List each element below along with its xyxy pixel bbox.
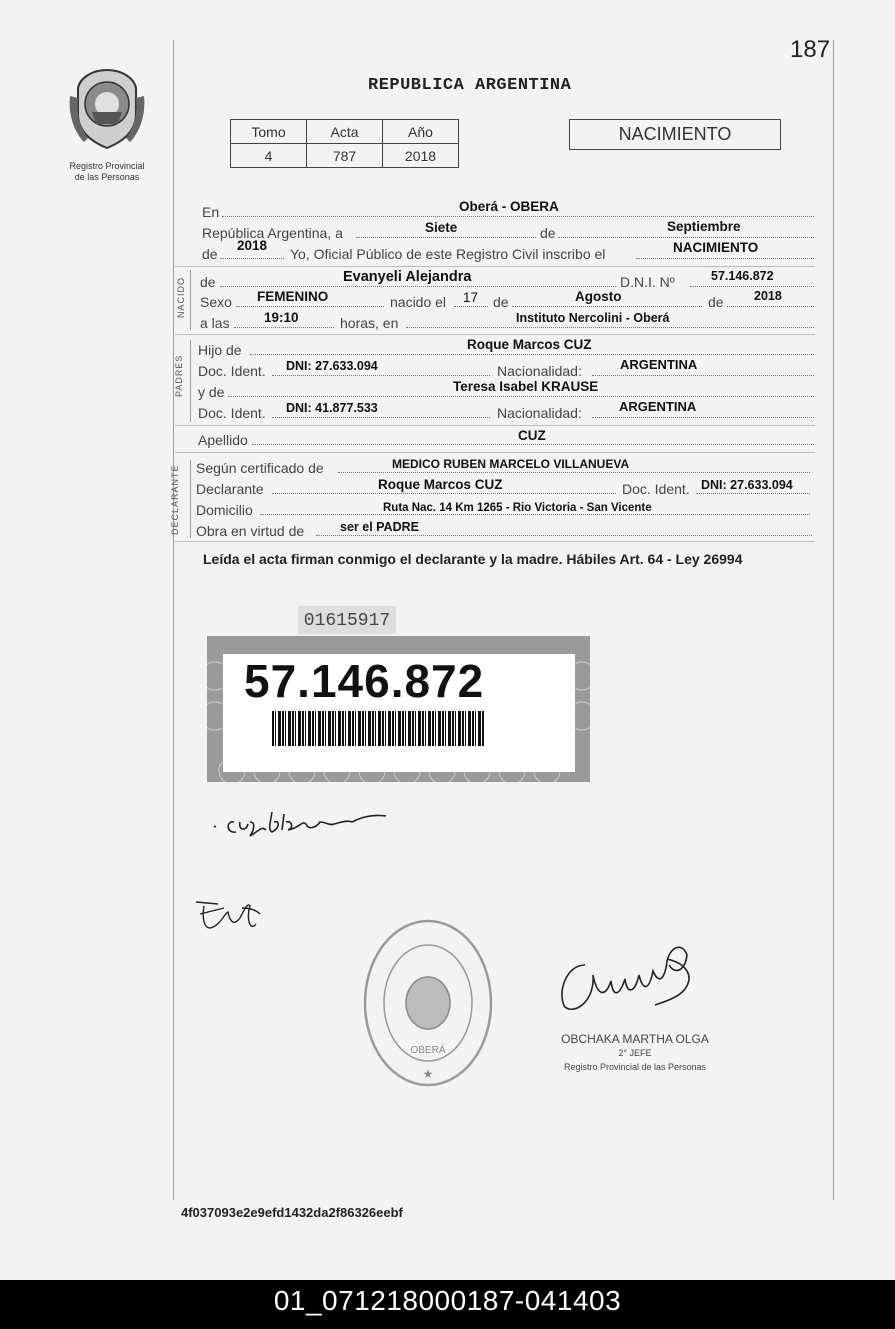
stamp-seal-icon (362, 918, 494, 1088)
official-stamp (362, 918, 494, 1088)
acta-value: 787 (307, 144, 383, 168)
side-label-declarante: DECLARANTE (170, 464, 180, 535)
dotted-line (272, 493, 616, 494)
acta-header: Acta (307, 120, 383, 144)
padre-nacionalidad-value: ARGENTINA (620, 357, 698, 372)
stamp-city: OBERÁ (410, 1045, 446, 1056)
obra-en-virtud-value: ser el PADRE (340, 520, 419, 534)
padre-value: Roque Marcos CUZ (467, 337, 592, 352)
section-divider (175, 266, 815, 267)
id-label-dni: 57.146.872 (244, 655, 485, 707)
section-divider (175, 425, 815, 426)
section-divider (175, 541, 815, 542)
label-domicilio: Domicilio (196, 502, 253, 518)
register-table (230, 119, 459, 168)
official-org: Registro Provincial de las Personas (563, 1062, 707, 1072)
dotted-line (220, 258, 284, 259)
padre-doc-value: DNI: 27.633.094 (286, 359, 378, 373)
logo-caption-line2: de las Personas (74, 172, 140, 182)
registry-logo (62, 68, 152, 183)
lugar-value: Oberá - OBERA (459, 199, 559, 214)
mes-value: Septiembre (667, 219, 741, 234)
label-de-nombre: de (200, 274, 216, 290)
tomo-value: 4 (231, 144, 307, 168)
label-horas-en: horas, en (340, 315, 399, 331)
label-de-anio-nac: de (708, 294, 724, 310)
dotted-line (316, 535, 812, 536)
label-nacionalidad-madre: Nacionalidad: (497, 405, 582, 421)
label-segun-certificado: Según certificado de (196, 460, 324, 476)
label-doc-ident-declarante: Doc. Ident. (622, 481, 690, 497)
dotted-line (272, 417, 490, 418)
legal-note: Leída el acta firman conmigo el declarante y la madre. Hábiles Art. 64 - Ley 26994 (203, 551, 743, 567)
declarante-value: Roque Marcos CUZ (378, 477, 503, 492)
label-hijo-de: Hijo de (198, 342, 242, 358)
dotted-line (234, 327, 334, 328)
serial-number: 01615917 (298, 606, 396, 634)
nacido-mes-value: Agosto (575, 289, 622, 304)
dotted-line (512, 306, 702, 307)
apellido-value: CUZ (518, 428, 546, 443)
dni-value: 57.146.872 (711, 269, 774, 283)
page-number: 187 (790, 36, 831, 63)
hora-value: 19:10 (264, 310, 299, 325)
declarant-signature-icon (210, 800, 400, 860)
dotted-line (727, 306, 814, 307)
declarante-doc-value: DNI: 27.633.094 (701, 478, 793, 492)
footer-code: 01_071218000187-041403 (0, 1280, 895, 1329)
document-title: REPUBLICA ARGENTINA (368, 76, 572, 95)
side-label-nacido: NACIDO (176, 276, 186, 318)
nacido-anio-value: 2018 (754, 289, 782, 303)
madre-doc-value: DNI: 41.877.533 (286, 401, 378, 415)
official-signature-icon (555, 935, 705, 1020)
label-dni: D.N.I. Nº (620, 274, 675, 290)
label-a-las: a las (200, 315, 230, 331)
madre-value: Teresa Isabel KRAUSE (453, 379, 599, 394)
section-bar (190, 340, 191, 422)
label-republica: República Argentina, a (202, 225, 343, 241)
section-bar (190, 460, 191, 538)
dotted-line (250, 354, 814, 355)
side-label-padres: PADRES (174, 354, 184, 397)
dotted-line (222, 216, 814, 217)
anio-value: 2018 (237, 238, 268, 253)
tipo-value: NACIMIENTO (673, 240, 759, 255)
register-header-row (231, 120, 459, 144)
label-obra-en-virtud: Obra en virtud de (196, 523, 305, 539)
official-name-block (540, 1032, 730, 1074)
left-margin-line (173, 40, 174, 1200)
anio-value: 2018 (383, 144, 459, 168)
label-de-mes: de (493, 294, 509, 310)
dotted-line (636, 258, 814, 259)
label-nacido-el: nacido el (390, 294, 447, 310)
dia-value: Siete (425, 220, 458, 235)
dotted-line (690, 286, 814, 287)
clerk-initials-signature-icon (190, 888, 270, 938)
dotted-line (236, 306, 384, 307)
dotted-line (252, 444, 814, 445)
dotted-line (406, 327, 814, 328)
certificado-value: MEDICO RUBEN MARCELO VILLANUEVA (392, 457, 630, 471)
label-y-de: y de (198, 384, 225, 400)
label-apellido: Apellido (198, 432, 248, 448)
label-declarante: Declarante (196, 481, 264, 497)
dotted-line (592, 417, 814, 418)
dotted-line (272, 375, 490, 376)
svg-text:★: ★ (422, 1067, 434, 1081)
anio-header: Año (383, 120, 459, 144)
barcode-icon (272, 711, 485, 746)
register-value-row (231, 144, 459, 168)
provincial-seal-icon (62, 68, 152, 152)
label-doc-ident-madre: Doc. Ident. (198, 405, 266, 421)
nombre-value: Evanyeli Alejandra (343, 269, 472, 285)
dotted-line (338, 472, 810, 473)
logo-caption-line1: Registro Provincial (69, 161, 145, 171)
dotted-line (592, 375, 814, 376)
act-type-box: NACIMIENTO (569, 119, 781, 150)
label-sexo: Sexo (200, 294, 232, 310)
nacido-dia-value: 17 (463, 290, 479, 305)
document-hash: 4f037093e2e9efd1432da2f86326eebf (181, 1205, 403, 1220)
dotted-line (696, 493, 810, 494)
dotted-line (356, 237, 536, 238)
section-divider (175, 334, 815, 335)
label-nacionalidad-padre: Nacionalidad: (497, 363, 582, 379)
right-margin-line (833, 40, 834, 1200)
section-divider (175, 452, 815, 453)
madre-nacionalidad-value: ARGENTINA (619, 399, 697, 414)
dotted-line (558, 237, 814, 238)
lugar-nacimiento-value: Instituto Nercolini - Oberá (516, 311, 670, 325)
tomo-header: Tomo (231, 120, 307, 144)
section-bar (190, 270, 191, 330)
label-de-anio: de (202, 246, 218, 262)
sexo-value: FEMENINO (257, 289, 329, 304)
dotted-line (228, 396, 814, 397)
official-role: 2° JEFE (618, 1048, 652, 1058)
dotted-line (220, 286, 616, 287)
dotted-line (454, 306, 488, 307)
label-de: de (540, 225, 556, 241)
label-en: En (202, 204, 220, 220)
domicilio-value: Ruta Nac. 14 Km 1265 - Rio Victoria - San Vicente (383, 502, 652, 514)
official-name: OBCHAKA MARTHA OLGA (561, 1032, 709, 1046)
label-doc-ident-padre: Doc. Ident. (198, 363, 266, 379)
label-yo-oficial: Yo, Oficial Público de este Registro Civil inscribo el (290, 246, 606, 262)
